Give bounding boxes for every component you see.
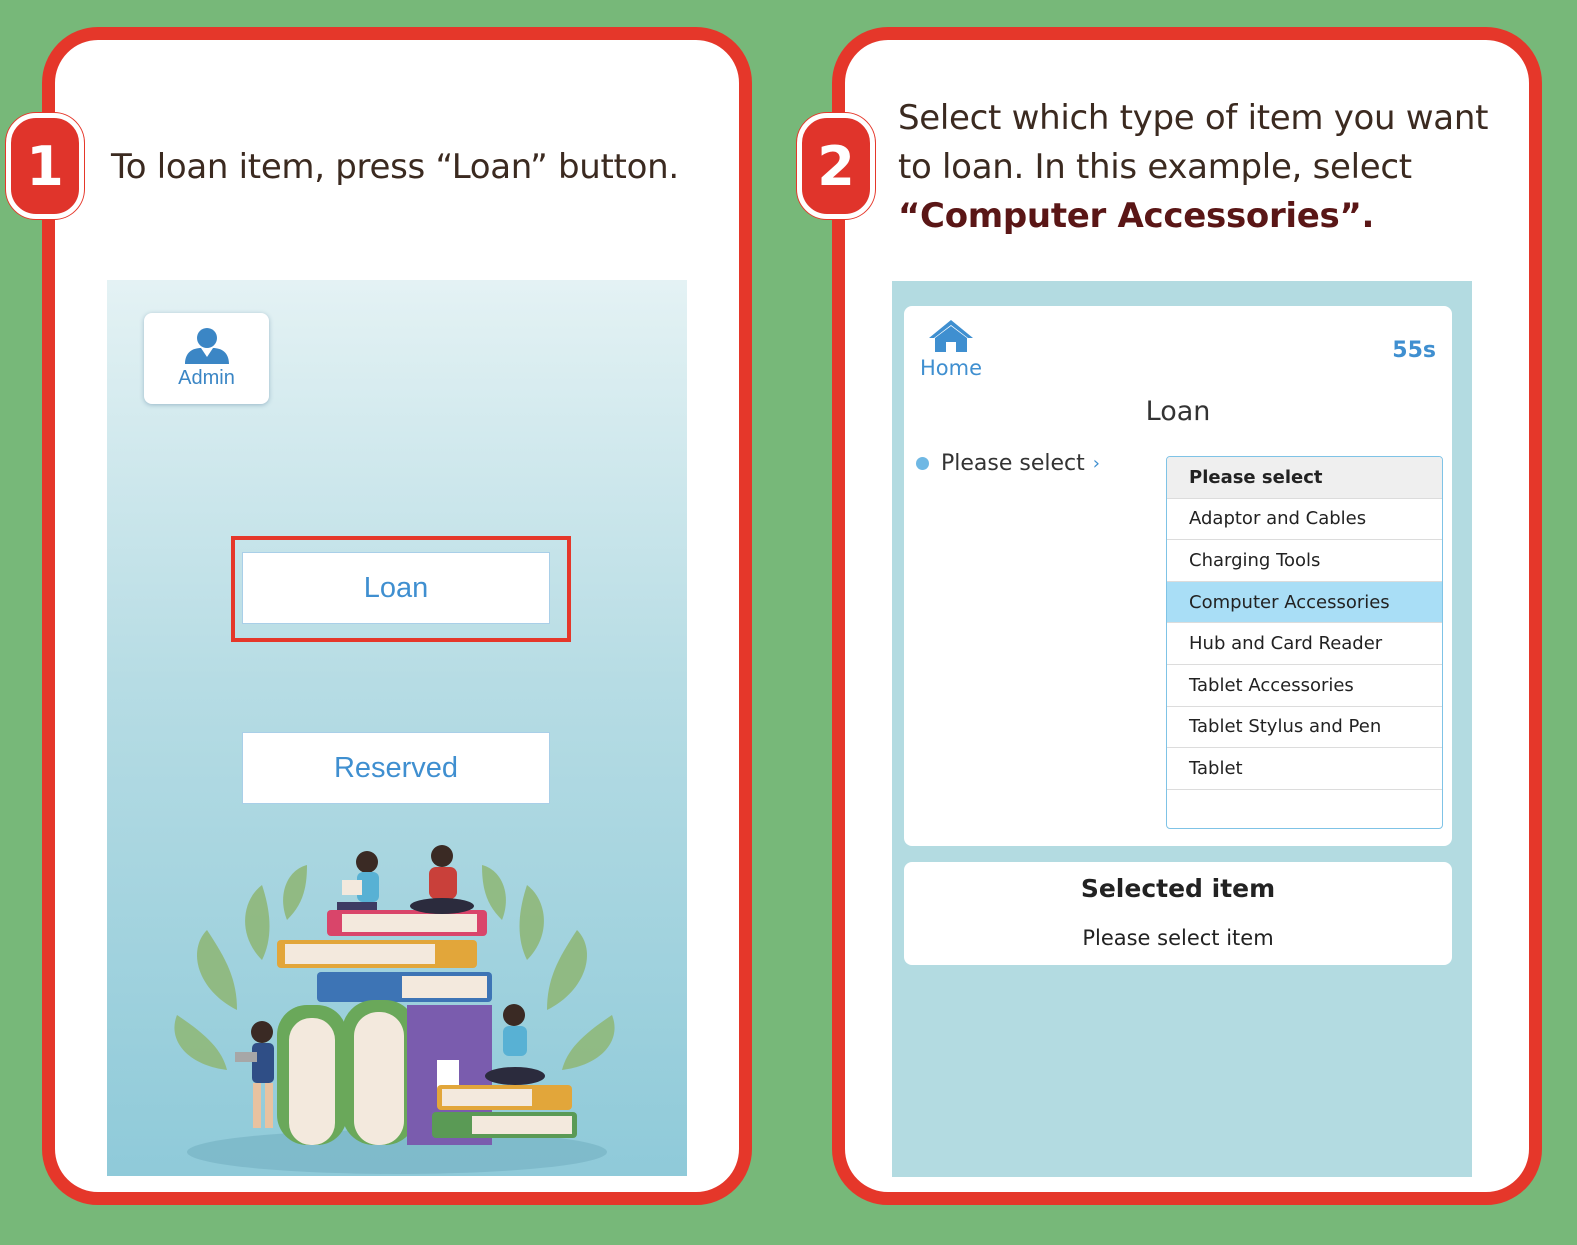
home-button[interactable] bbox=[920, 318, 982, 380]
dropdown-option[interactable]: Hub and Card Reader bbox=[1167, 623, 1442, 665]
dropdown-option-selected[interactable]: Computer Accessories bbox=[1167, 582, 1442, 624]
reserved-button[interactable]: Reserved bbox=[242, 732, 550, 804]
dropdown-option-empty[interactable] bbox=[1167, 790, 1442, 829]
step2-instruction-text: Select which type of item you want to loan. In this example, select bbox=[898, 98, 1489, 187]
books-readers-illustration bbox=[167, 840, 627, 1176]
chevron-right-icon: › bbox=[1092, 453, 1100, 474]
step1-screen bbox=[107, 280, 687, 1176]
step1-badge: 1 bbox=[6, 113, 84, 219]
step1-instruction: To loan item, press “Loan” button. bbox=[111, 147, 679, 187]
step2-badge: 2 bbox=[797, 113, 875, 219]
screen-title: Loan bbox=[1145, 396, 1211, 427]
countdown-timer: 55s bbox=[1392, 338, 1436, 363]
step2-instruction bbox=[898, 94, 1518, 241]
step2-screen bbox=[892, 281, 1472, 1177]
dropdown-option[interactable]: Tablet Accessories bbox=[1167, 665, 1442, 707]
loan-button[interactable]: Loan bbox=[242, 552, 550, 624]
dropdown-option-header[interactable]: Please select bbox=[1167, 457, 1442, 499]
dropdown-option[interactable]: Tablet bbox=[1167, 748, 1442, 790]
selected-item-title: Selected item bbox=[1080, 874, 1276, 903]
selected-item-card bbox=[904, 862, 1452, 965]
admin-button[interactable] bbox=[144, 313, 269, 404]
home-icon bbox=[927, 318, 975, 354]
admin-label: Admin bbox=[178, 367, 235, 389]
select-prompt-label: Please select bbox=[941, 451, 1085, 476]
dropdown-option[interactable]: Adaptor and Cables bbox=[1167, 499, 1442, 541]
dropdown-option[interactable]: Charging Tools bbox=[1167, 540, 1442, 582]
loan-card bbox=[904, 306, 1452, 846]
step2-instruction-highlight: “Computer Accessories”. bbox=[898, 196, 1375, 236]
category-dropdown-list[interactable] bbox=[1166, 456, 1443, 829]
dropdown-option[interactable]: Tablet Stylus and Pen bbox=[1167, 707, 1442, 749]
bullet-dot-icon bbox=[916, 457, 929, 470]
user-admin-icon bbox=[183, 327, 231, 365]
category-select-prompt[interactable] bbox=[916, 451, 1100, 476]
home-label: Home bbox=[920, 356, 983, 380]
selected-item-value: Please select item bbox=[1082, 926, 1274, 950]
